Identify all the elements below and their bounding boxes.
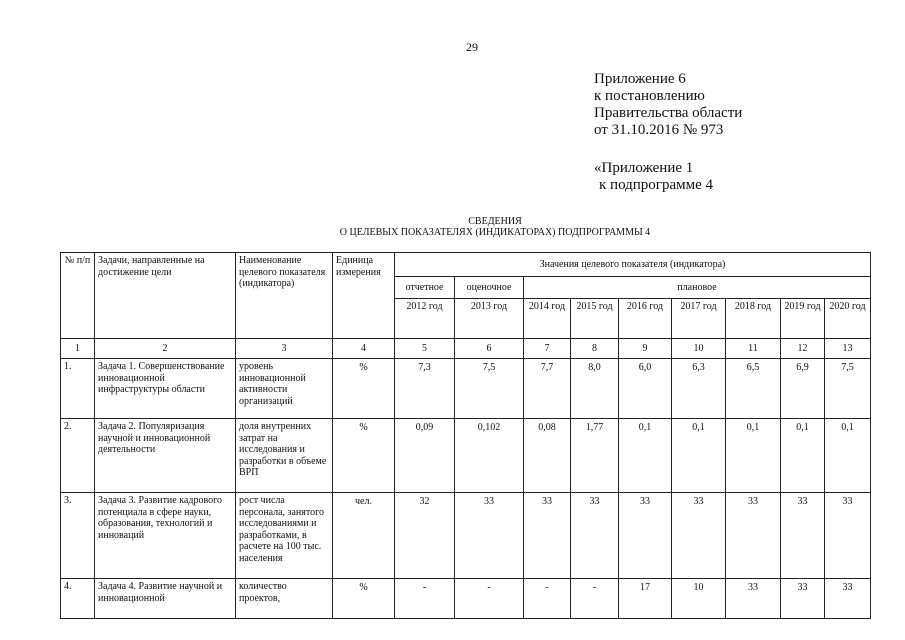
header-year: 2015 год: [571, 299, 619, 339]
row-value: 0,08: [524, 419, 571, 493]
indicators-table: [60, 252, 871, 619]
row-unit: %: [333, 419, 395, 493]
row-value: -: [455, 579, 524, 619]
row-value: 17: [619, 579, 672, 619]
row-indicator: доля внутренних затрат на исследования и разработки в объеме ВРП: [236, 419, 333, 493]
row-value: 0,1: [672, 419, 726, 493]
col-number: 11: [726, 339, 781, 359]
col-number: 5: [395, 339, 455, 359]
col-number: 9: [619, 339, 672, 359]
title-line: О ЦЕЛЕВЫХ ПОКАЗАТЕЛЯХ (ИНДИКАТОРАХ) ПОДПРОГРАММЫ 4: [339, 227, 651, 238]
appendix-line: «Приложение 1: [594, 160, 694, 176]
row-value: 0,1: [619, 419, 672, 493]
header-year: 2016 год: [619, 299, 672, 339]
header-task: Задачи, направленные на достижение цели: [95, 253, 236, 339]
row-task: Задача 3. Развитие кадрового потенциала в сфере науки, образования, технологий и инноваций: [95, 493, 236, 579]
row-unit: %: [333, 359, 395, 419]
row-value: -: [524, 579, 571, 619]
row-num: 3.: [61, 493, 95, 579]
col-number: 8: [571, 339, 619, 359]
col-number: 7: [524, 339, 571, 359]
title-line: СВЕДЕНИЯ: [468, 216, 522, 227]
header-year: 2017 год: [672, 299, 726, 339]
col-number: 13: [825, 339, 871, 359]
row-value: 33: [726, 493, 781, 579]
row-value: 7,7: [524, 359, 571, 419]
col-number: 12: [781, 339, 825, 359]
header-year: 2019 год: [781, 299, 825, 339]
header-num: № п/п: [61, 253, 95, 339]
header-row: [61, 253, 871, 277]
col-number: 10: [672, 339, 726, 359]
row-value: 33: [672, 493, 726, 579]
table-row: [61, 493, 871, 579]
row-value: 33: [455, 493, 524, 579]
row-value: 10: [672, 579, 726, 619]
row-value: 6,5: [726, 359, 781, 419]
header-indicator: Наименование целевого показателя (индикатора): [236, 253, 333, 339]
row-num: 1.: [61, 359, 95, 419]
table-row: [61, 419, 871, 493]
row-value: 0,09: [395, 419, 455, 493]
row-value: 33: [571, 493, 619, 579]
subprogram-appendix-header: [594, 160, 713, 194]
appendix-header: [594, 71, 742, 139]
header-estimated: оценочное: [455, 277, 524, 299]
header-year: 2018 год: [726, 299, 781, 339]
appendix-line: к постановлению: [594, 88, 705, 104]
page-number: 29: [466, 40, 478, 54]
row-task: Задача 4. Развитие научной и инновационной: [95, 579, 236, 619]
row-value: 0,1: [781, 419, 825, 493]
row-value: 8,0: [571, 359, 619, 419]
row-value: 0,1: [726, 419, 781, 493]
col-number: 2: [95, 339, 236, 359]
appendix-line: к подпрограмме 4: [599, 177, 713, 193]
row-value: 32: [395, 493, 455, 579]
row-unit: чел.: [333, 493, 395, 579]
row-value: 0,1: [825, 419, 871, 493]
row-unit: %: [333, 579, 395, 619]
row-value: 7,5: [825, 359, 871, 419]
col-number: 4: [333, 339, 395, 359]
table-row: [61, 579, 871, 619]
row-num: 2.: [61, 419, 95, 493]
row-value: 7,3: [395, 359, 455, 419]
header-reported: отчетное: [395, 277, 455, 299]
column-numbers-row: [61, 339, 871, 359]
col-number: 6: [455, 339, 524, 359]
row-value: 6,9: [781, 359, 825, 419]
header-planned: плановое: [524, 277, 871, 299]
header-year: 2013 год: [455, 299, 524, 339]
header-unit: Единица измерения: [333, 253, 395, 339]
appendix-line: Приложение 6: [594, 71, 686, 87]
row-indicator: количество проектов,: [236, 579, 333, 619]
row-indicator: уровень инновационной активности организаций: [236, 359, 333, 419]
appendix-line: от 31.10.2016 № 973: [594, 122, 724, 138]
table-row: [61, 359, 871, 419]
row-value: -: [395, 579, 455, 619]
row-value: 33: [619, 493, 672, 579]
document-title: [0, 216, 905, 238]
row-value: 33: [781, 493, 825, 579]
row-value: 33: [825, 579, 871, 619]
header-year: 2014 год: [524, 299, 571, 339]
row-value: 6,3: [672, 359, 726, 419]
row-value: 7,5: [455, 359, 524, 419]
header-year: 2020 год: [825, 299, 871, 339]
header-values: Значения целевого показателя (индикатора): [395, 253, 871, 277]
row-value: 33: [524, 493, 571, 579]
row-value: 0,102: [455, 419, 524, 493]
row-num: 4.: [61, 579, 95, 619]
row-value: 33: [781, 579, 825, 619]
row-task: Задача 2. Популяризация научной и инновационной деятельности: [95, 419, 236, 493]
row-indicator: рост числа персонала, занятого исследованиями и разработками, в расчете на 100 тыс. населения: [236, 493, 333, 579]
row-task: Задача 1. Совершенствование инновационной инфраструктуры области: [95, 359, 236, 419]
col-number: 1: [61, 339, 95, 359]
row-value: 33: [825, 493, 871, 579]
header-year: 2012 год: [395, 299, 455, 339]
col-number: 3: [236, 339, 333, 359]
row-value: 6,0: [619, 359, 672, 419]
row-value: 1,77: [571, 419, 619, 493]
appendix-line: Правительства области: [594, 105, 743, 121]
row-value: -: [571, 579, 619, 619]
row-value: 33: [726, 579, 781, 619]
